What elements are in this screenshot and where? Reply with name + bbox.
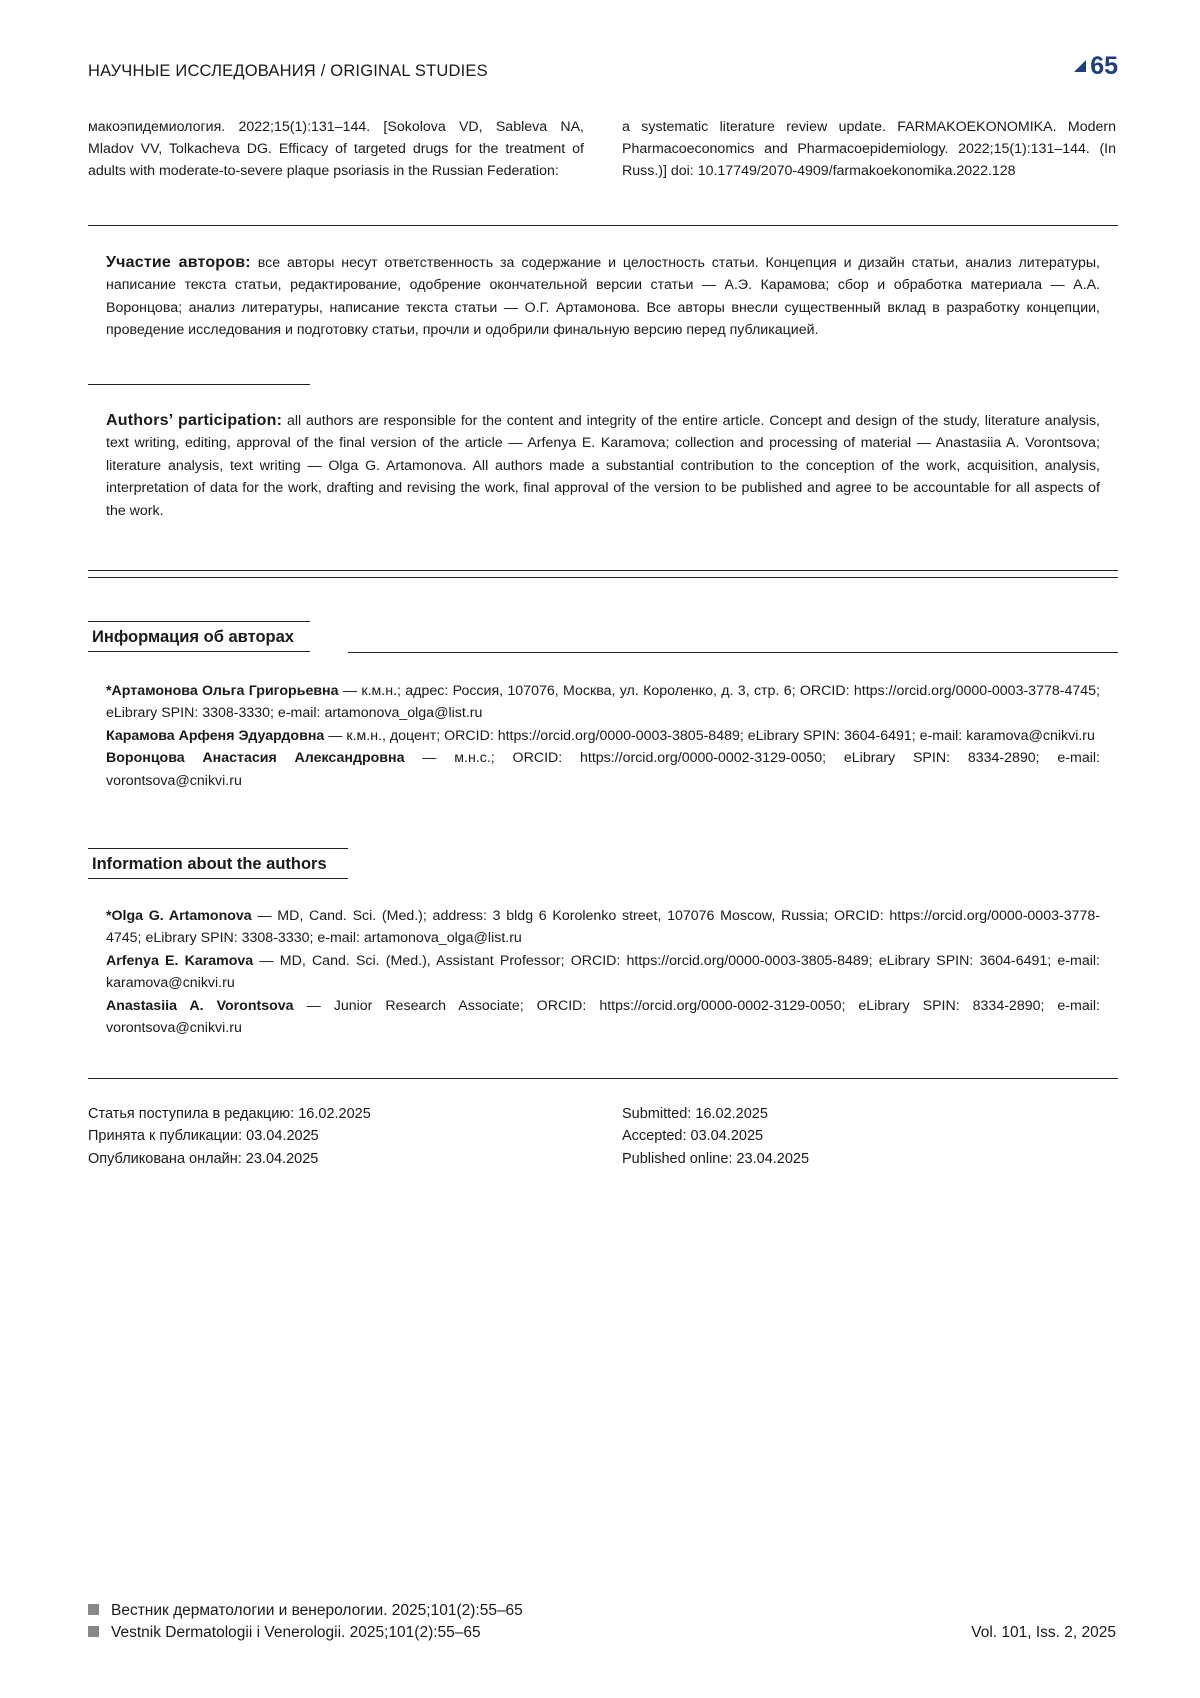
journal-citation-en: Vestnik Dermatologii i Venerologii. 2025;101(2):55–65: [111, 1624, 481, 1641]
square-bullet-icon: [88, 1626, 99, 1637]
footer-journal-ru: [88, 1602, 523, 1620]
author-details: — к.м.н., доцент; ORCID: https://orcid.org/0000-0003-3805-8489; eLibrary SPIN: 3604-6491; e-mail: karamova@cnikvi.ru: [328, 727, 1095, 744]
double-divider-top: [88, 570, 1118, 571]
author-name: Arfenya E. Karamova: [106, 952, 254, 969]
author-entry: [106, 905, 1100, 950]
author-details: — Junior Research Associate; ORCID: https://orcid.org/0000-0002-3129-0050; eLibrary SPIN: 8334-2890; e-mail: vorontsova@cnikvi.ru: [106, 997, 1100, 1037]
dates-en: [622, 1103, 809, 1170]
submitted-en: Submitted: 16.02.2025: [622, 1106, 768, 1122]
participation-ru-label: Участие авторов:: [106, 254, 251, 271]
footer-journal-en: [88, 1624, 481, 1642]
author-details: — MD, Cand. Sci. (Med.); address: 3 bldg 6 Korolenko street, 107076 Moscow, Russia; ORCID: https://orcid.org/0000-0003-3778-4745; eLibrary SPIN: 3308-3330; e-mail: artamonova_olga@list.ru: [106, 908, 1100, 947]
short-divider: [88, 384, 310, 385]
title-rule: [348, 652, 1118, 653]
authors-info-en-title: Information about the authors: [88, 848, 348, 879]
author-entry: [106, 747, 1100, 792]
square-bullet-icon: [88, 1604, 99, 1615]
participation-ru-text: все авторы несут ответственность за содержание и целостность статьи. Концепция и дизайн статьи, анализ литературы, написание текста статьи, редактирование, одобрение окончательной версии статьи — А.Э. Карамова; сбор и обработка материала — А.А. Воронцова; анализ литературы, написание текста статьи — О.Г. Артамонова. Все авторы внесли существенный вклад в разработку концепции, проведение исследования и подготовку статьи, прочли и одобрили финальную версию перед публикацией.: [106, 255, 1100, 339]
author-details: — MD, Cand. Sci. (Med.), Assistant Professor; ORCID: https://orcid.org/0000-0003-3805-8489; eLibrary SPIN: 3604-6491; e-mail: karamova@cnikvi.ru: [106, 952, 1100, 992]
double-divider-bottom: [88, 577, 1118, 578]
author-entry: [106, 725, 1100, 747]
authors-participation-en: [106, 410, 1100, 522]
author-entry: [106, 680, 1100, 725]
dates-ru: [88, 1103, 371, 1170]
page-number: [1074, 52, 1118, 81]
triangle-marker-icon: [1074, 60, 1086, 72]
reference-continuation-right: a systematic literature review update. FARMAKOEKONOMIKA. Modern Pharmacoeconomics and Pharmacoepidemiology. 2022;15(1):131–144. (In Russ.)] doi: 10.17749/2070-4909/farmakoekonomika.2022.128: [622, 119, 1116, 180]
author-entry: [106, 995, 1100, 1040]
footer-volume: Vol. 101, Iss. 2, 2025: [971, 1624, 1116, 1641]
author-details: — м.н.с.; ORCID: https://orcid.org/0000-0002-3129-0050; eLibrary SPIN: 8334-2890; e-mail: vorontsova@cnikvi.ru: [106, 750, 1100, 789]
running-header: НАУЧНЫЕ ИССЛЕДОВАНИЯ / ORIGINAL STUDIES: [88, 62, 488, 80]
author-name: Anastasiia A. Vorontsova: [106, 997, 294, 1014]
reference-continuation-left: макоэпидемиология. 2022;15(1):131–144. [Sokolova VD, Sableva NA, Mladov VV, Tolkacheva DG. Efficacy of targeted drugs for the treatment of adults with moderate-to-severe plaque psoriasis in the Russian Federation:: [88, 119, 584, 180]
authors-info-en: [106, 905, 1100, 1039]
submitted-ru: Статья поступила в редакцию: 16.02.2025: [88, 1106, 371, 1122]
accepted-ru: Принята к публикации: 03.04.2025: [88, 1128, 319, 1145]
divider: [88, 1078, 1118, 1079]
participation-en-text: all authors are responsible for the content and integrity of the entire article. Concept and design of the study, literature analysis, text writing, editing, approval of the final version of the article — Arfenya E. Karamova; collection and processing of material — Anastasiia A. Vorontsova; literature analysis, text writing — Olga G. Artamonova. All authors made a substantial contribution to the conception of the work, acquisition, analysis, interpretation of data for the work, drafting and revising the work, final approval of the version to be published and agree to be accountable for all aspects of the work.: [106, 413, 1100, 519]
author-entry: [106, 950, 1100, 995]
authors-info-ru: [106, 680, 1100, 792]
participation-en-label: Authors’ participation:: [106, 412, 283, 429]
published-en: Published online: 23.04.2025: [622, 1150, 810, 1167]
author-name: Карамова Арфеня Эдуардовна: [106, 727, 325, 744]
published-ru: Опубликована онлайн: 23.04.2025: [88, 1150, 319, 1167]
journal-citation-ru: Вестник дерматологии и венерологии. 2025;101(2):55–65: [111, 1602, 523, 1619]
author-name: Воронцова Анастасия Александровна: [106, 750, 405, 767]
accepted-en: Accepted: 03.04.2025: [622, 1128, 764, 1145]
author-details: — к.м.н.; адрес: Россия, 107076, Москва, ул. Короленко, д. 3, стр. 6; ORCID: https://orcid.org/0000-0003-3778-4745; eLibrary SPIN: 3308-3330; e-mail: artamonova_olga@list.ru: [106, 683, 1100, 722]
author-name: *Артамонова Ольга Григорьевна: [106, 683, 339, 699]
authors-participation-ru: [106, 252, 1100, 342]
page-number-value: 65: [1090, 52, 1118, 80]
author-name: *Olga G. Artamonova: [106, 908, 252, 924]
authors-info-ru-title: Информация об авторах: [88, 621, 310, 652]
divider: [88, 225, 1118, 226]
